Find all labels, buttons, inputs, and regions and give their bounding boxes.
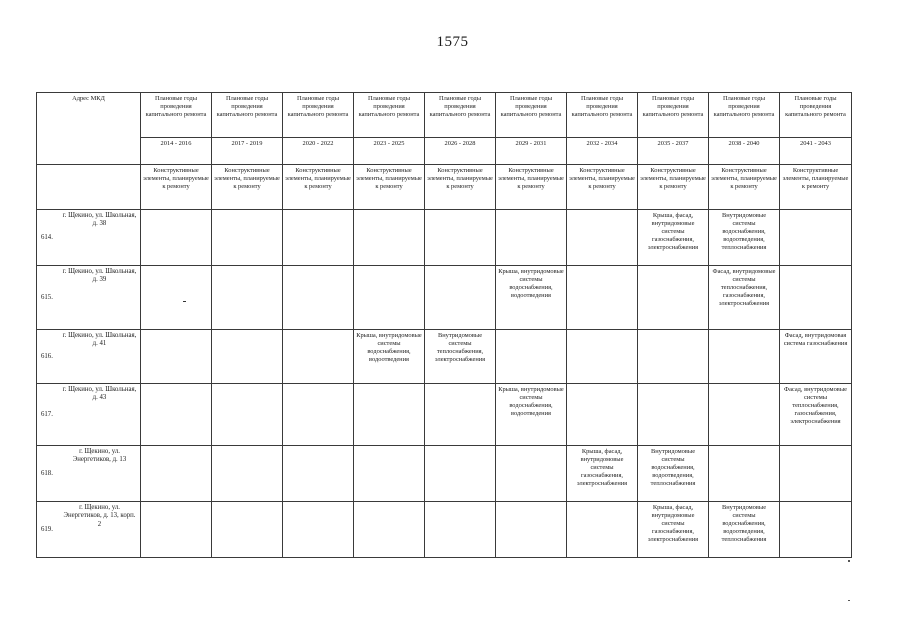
period-header: 2035 - 2037 [638, 138, 709, 165]
planned-works-cell [638, 266, 709, 330]
planned-works-cell [354, 446, 425, 502]
planned-works-cell [283, 446, 354, 502]
page-number: 1575 [436, 34, 469, 50]
planned-works-cell [567, 266, 638, 330]
period-header: 2014 - 2016 [141, 138, 212, 165]
planned-works-cell: Фасад, внутридомовая система газоснабжения [780, 330, 852, 384]
building-address: г. Щекино, ул. Школьная, д. 38 [62, 212, 137, 228]
capital-repair-schedule-table [36, 92, 852, 558]
planned-works-cell: Крыша, внутридомовые системы водоснабжения, водоотведения [354, 330, 425, 384]
period-header: 2032 - 2034 [567, 138, 638, 165]
planned-works-cell [212, 446, 283, 502]
planned-works-cell [212, 384, 283, 446]
planned-works-cell: Фасад, внутридомовые системы теплоснабжения, газоснабжения, электроснабжения [709, 266, 780, 330]
planned-works-cell [709, 446, 780, 502]
address-cell [37, 502, 141, 558]
planned-works-cell [212, 330, 283, 384]
scan-mark [848, 600, 850, 601]
period-header: 2029 - 2031 [496, 138, 567, 165]
planned-works-cell [638, 330, 709, 384]
address-cell [37, 446, 141, 502]
planned-years-header: Плановые годы проведения капитального ремонта [141, 93, 212, 138]
planned-works-cell [496, 446, 567, 502]
planned-works-cell [709, 330, 780, 384]
planned-works-cell: Внутридомовые системы водоснабжения, водоотведения, теплоснабжения [709, 502, 780, 558]
planned-works-cell: Крыша, фасад, внутридомовые системы газоснабжения, электроснабжения [638, 502, 709, 558]
building-address: г. Щекино, ул. Школьная, д. 39 [62, 268, 137, 284]
building-address: г. Щекино, ул. Школьная, д. 43 [62, 386, 137, 402]
planned-works-cell [141, 502, 212, 558]
planned-works-cell [496, 502, 567, 558]
row-number: 619. [41, 525, 53, 533]
planned-years-header: Плановые годы проведения капитального ремонта [709, 93, 780, 138]
elements-header: Конструктивные элементы, планируемые к ремонту [425, 165, 496, 210]
planned-works-cell: Крыша, фасад, внутридомовые системы газоснабжения, электроснабжения [638, 210, 709, 266]
planned-works-cell [283, 330, 354, 384]
elements-header: Конструктивные элементы, планируемые к ремонту [496, 165, 567, 210]
planned-works-cell [212, 502, 283, 558]
scan-mark [848, 560, 850, 562]
row-number: 617. [41, 410, 53, 418]
planned-works-cell [425, 384, 496, 446]
elements-header: Конструктивные элементы, планируемые к ремонту [212, 165, 283, 210]
planned-works-cell [141, 446, 212, 502]
elements-header: Конструктивные элементы, планируемые к ремонту [567, 165, 638, 210]
row-number: 618. [41, 469, 53, 477]
planned-works-cell [567, 330, 638, 384]
planned-works-cell: Внутридомовые системы водоснабжения, водоотведения, теплоснабжения [709, 210, 780, 266]
period-header: 2023 - 2025 [354, 138, 425, 165]
row-number: 614. [41, 233, 53, 241]
header-row-periods [37, 138, 852, 165]
table-row [37, 502, 852, 558]
elements-header: Конструктивные элементы, планируемые к ремонту [638, 165, 709, 210]
planned-works-cell [212, 210, 283, 266]
table-row [37, 446, 852, 502]
planned-years-header: Плановые годы проведения капитального ремонта [567, 93, 638, 138]
planned-works-cell [638, 384, 709, 446]
planned-works-cell [496, 330, 567, 384]
planned-works-cell [283, 502, 354, 558]
planned-works-cell [354, 384, 425, 446]
planned-works-cell [283, 266, 354, 330]
address-column-blank [37, 165, 141, 210]
planned-works-cell: Крыша, внутридомовые системы водоснабжения, водоотведения [496, 384, 567, 446]
building-address: г. Щекино, ул. Энергетиков, д. 13, корп. 2 [63, 504, 136, 528]
period-header: 2017 - 2019 [212, 138, 283, 165]
planned-years-header: Плановые годы проведения капитального ремонта [354, 93, 425, 138]
address-cell [37, 266, 141, 330]
planned-works-cell [567, 502, 638, 558]
elements-header: Конструктивные элементы, планируемые к ремонту [283, 165, 354, 210]
planned-works-cell [354, 266, 425, 330]
address-cell [37, 330, 141, 384]
planned-works-cell [141, 384, 212, 446]
planned-years-header: Плановые годы проведения капитального ремонта [638, 93, 709, 138]
elements-header: Конструктивные элементы, планируемые к ремонту [354, 165, 425, 210]
table-row [37, 330, 852, 384]
planned-works-cell [780, 502, 852, 558]
scan-mark [183, 301, 186, 302]
planned-works-cell [780, 266, 852, 330]
planned-works-cell [567, 210, 638, 266]
table-row [37, 266, 852, 330]
planned-years-header: Плановые годы проведения капитального ремонта [496, 93, 567, 138]
period-header: 2041 - 2043 [780, 138, 852, 165]
planned-works-cell [780, 446, 852, 502]
address-cell [37, 384, 141, 446]
planned-years-header: Плановые годы проведения капитального ремонта [212, 93, 283, 138]
table-row [37, 384, 852, 446]
planned-works-cell [354, 210, 425, 266]
planned-works-cell [709, 384, 780, 446]
elements-header: Конструктивные элементы, планируемые к ремонту [709, 165, 780, 210]
planned-works-cell [425, 502, 496, 558]
planned-works-cell: Крыша, внутридомовые системы водоснабжения, водоотведения [496, 266, 567, 330]
planned-works-cell: Крыша, фасад, внутридомовые системы газоснабжения, электроснабжения [567, 446, 638, 502]
planned-years-header: Плановые годы проведения капитального ремонта [780, 93, 852, 138]
building-address: г. Щекино, ул. Энергетиков, д. 13 [72, 448, 127, 464]
planned-works-cell [425, 210, 496, 266]
planned-works-cell [141, 330, 212, 384]
address-column-header: Адрес МКД [37, 93, 141, 165]
planned-works-cell: Внутридомовые системы теплоснабжения, электроснабжения [425, 330, 496, 384]
planned-works-cell [283, 210, 354, 266]
header-row-planned-years [37, 93, 852, 138]
elements-header: Конструктивные элементы, планируемые к ремонту [780, 165, 852, 210]
planned-works-cell [141, 210, 212, 266]
planned-works-cell [567, 384, 638, 446]
planned-works-cell [780, 210, 852, 266]
planned-works-cell [283, 384, 354, 446]
planned-works-cell [141, 266, 212, 330]
elements-header: Конструктивные элементы, планируемые к ремонту [141, 165, 212, 210]
row-number: 615. [41, 293, 53, 301]
planned-works-cell: Внутридомовые системы водоснабжения, водоотведения, теплоснабжения [638, 446, 709, 502]
planned-years-header: Плановые годы проведения капитального ремонта [425, 93, 496, 138]
row-number: 616. [41, 352, 53, 360]
planned-works-cell [496, 210, 567, 266]
period-header: 2026 - 2028 [425, 138, 496, 165]
period-header: 2020 - 2022 [283, 138, 354, 165]
address-cell [37, 210, 141, 266]
header-row-elements [37, 165, 852, 210]
period-header: 2038 - 2040 [709, 138, 780, 165]
table-row [37, 210, 852, 266]
planned-works-cell: Фасад, внутридомовые системы теплоснабжения, газоснабжения, электроснабжения [780, 384, 852, 446]
planned-works-cell [425, 266, 496, 330]
planned-works-cell [425, 446, 496, 502]
planned-works-cell [354, 502, 425, 558]
building-address: г. Щекино, ул. Школьная, д. 41 [62, 332, 137, 348]
planned-works-cell [212, 266, 283, 330]
planned-years-header: Плановые годы проведения капитального ремонта [283, 93, 354, 138]
